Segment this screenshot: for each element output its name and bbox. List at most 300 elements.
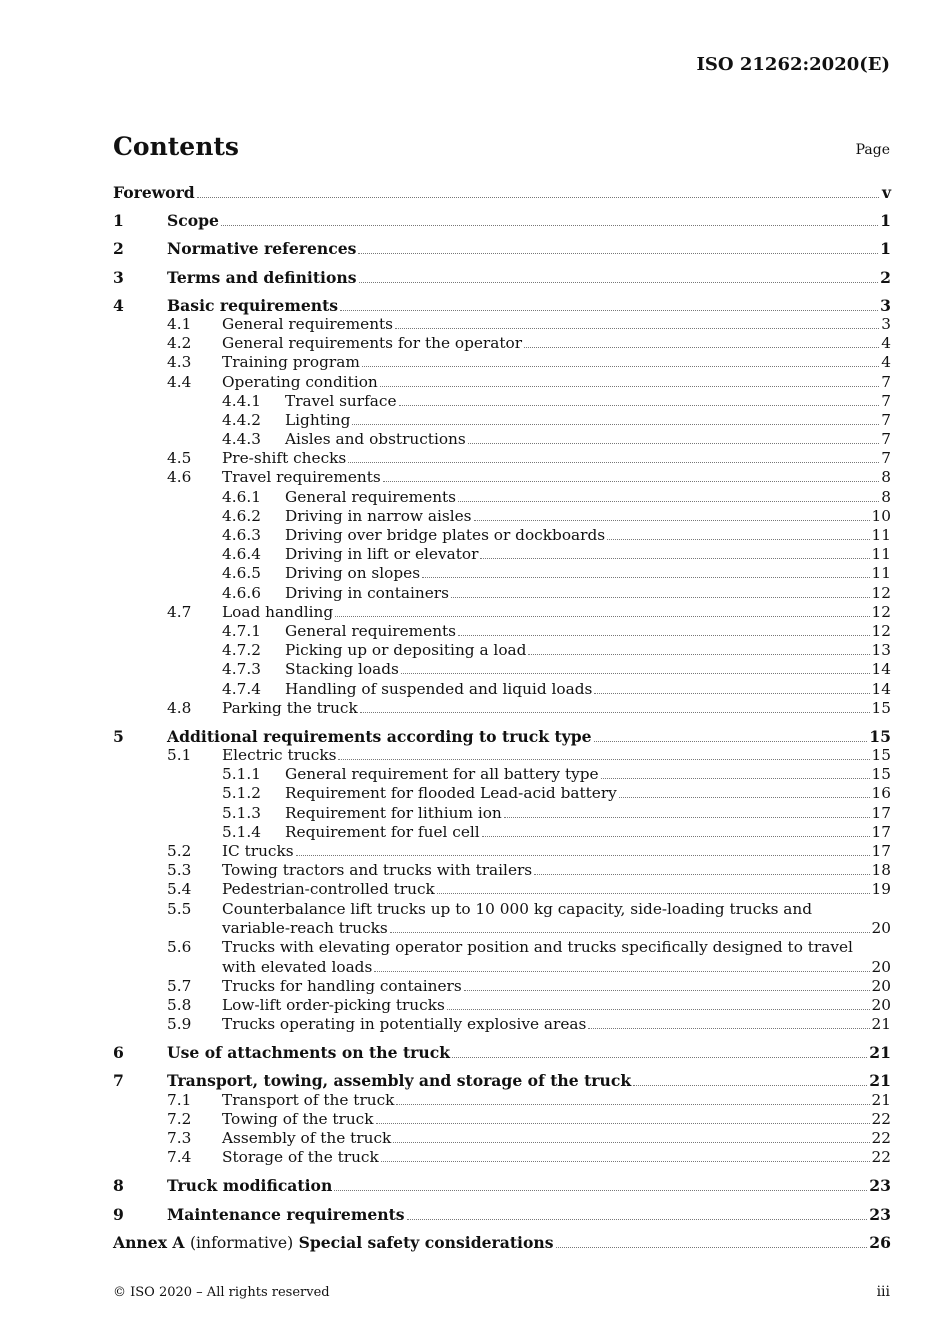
page-column-label: Page	[855, 142, 890, 158]
page-title: Contents	[113, 132, 240, 161]
toc-entry[interactable]	[113, 564, 891, 583]
dot-leader	[468, 443, 879, 444]
toc-entry-title	[222, 315, 393, 334]
toc-entry-title-text: Training program	[222, 353, 360, 372]
toc-entry-number: 4.6.6	[222, 583, 261, 602]
toc-entry-title-text: Additional requirements according to truck type	[167, 726, 592, 746]
toc-entry-title-text: Requirement for lithium ion	[285, 803, 502, 822]
toc-entry[interactable]	[113, 507, 891, 526]
toc-entry[interactable]	[113, 468, 891, 487]
toc-entry-title	[285, 784, 617, 803]
toc-entry-title	[285, 392, 397, 411]
dot-leader	[376, 1123, 870, 1124]
dot-leader	[380, 386, 879, 387]
toc-entry-title	[222, 1129, 391, 1148]
toc-entry-title	[167, 1043, 450, 1062]
toc-entry-title-text: Aisles and obstructions	[285, 430, 466, 449]
toc-entry[interactable]	[113, 900, 891, 919]
toc-entry-number: 4.7	[167, 602, 192, 621]
toc-entry-page: 7	[881, 449, 891, 468]
toc-entry-page: 22	[871, 1129, 891, 1148]
toc-entry-title	[222, 1148, 379, 1167]
toc-entry-title-text: Handling of suspended and liquid loads	[285, 679, 593, 698]
copyright-notice: © ISO 2020 – All rights reserved	[113, 1285, 330, 1300]
toc-entry[interactable]	[113, 1043, 891, 1062]
toc-entry[interactable]	[113, 392, 891, 411]
toc-entry-number: 4.6	[167, 468, 192, 487]
toc-entry-number: 4.5	[167, 449, 192, 468]
toc-entry-number: 4.4.3	[222, 430, 261, 449]
toc-entry-number: 1	[113, 211, 124, 231]
toc-entry-title	[167, 1071, 631, 1090]
dot-leader	[458, 501, 879, 502]
toc-entry-title-text: Towing of the truck	[222, 1109, 374, 1128]
toc-entry-number: 5.9	[167, 1015, 192, 1034]
toc-entry-page: 26	[869, 1232, 891, 1252]
toc-entry[interactable]	[113, 373, 891, 392]
toc-entry-title-text: Trucks for handling containers	[222, 976, 462, 995]
toc-entry-number: 4.3	[167, 353, 192, 372]
toc-entry-title	[222, 468, 381, 487]
toc-entry-number: 4.7.3	[222, 660, 261, 679]
toc-entry-title	[222, 449, 346, 468]
toc-entry-number: 4.6.5	[222, 564, 261, 583]
toc-entry-page: 8	[881, 487, 891, 506]
toc-entry-title-text: Towing tractors and trucks with trailers	[222, 861, 533, 880]
toc-entry-number: 4.6.3	[222, 526, 261, 544]
dot-leader	[480, 558, 869, 559]
toc-entry-number: 7	[113, 1071, 124, 1091]
toc-entry[interactable]	[113, 880, 891, 899]
toc-entry-page: 15	[869, 726, 891, 746]
toc-entry-title	[285, 641, 526, 660]
dot-leader	[221, 225, 878, 226]
toc-entry-title-text: Pedestrian-controlled truck	[222, 880, 435, 899]
toc-entry-page: 4	[881, 353, 891, 372]
toc-entry-title	[222, 1015, 586, 1034]
toc-entry-page: 2	[880, 267, 891, 287]
toc-entry[interactable]	[113, 334, 891, 353]
toc-entry-page: 22	[871, 1109, 891, 1128]
dot-leader	[594, 741, 868, 742]
toc-entry-title: Trucks with elevating operator position and trucks specifically designed to travel	[222, 938, 853, 957]
dot-leader	[474, 520, 870, 521]
toc-entry-page: 10	[871, 506, 891, 525]
toc-entry-title-text: Parking the truck	[222, 698, 358, 717]
toc-entry[interactable]	[113, 411, 891, 430]
dot-leader	[334, 1190, 867, 1191]
toc-entry-title-text: Normative references	[167, 239, 357, 259]
toc-entry-title	[285, 507, 472, 526]
toc-entry-title	[222, 373, 378, 392]
dot-leader	[374, 971, 869, 972]
toc-entry-page: v	[881, 183, 891, 202]
toc-entry-page: 19	[871, 880, 891, 899]
toc-entry-page: 16	[871, 784, 891, 803]
toc-entry[interactable]	[113, 211, 891, 230]
dot-leader	[407, 1219, 868, 1220]
toc-entry[interactable]	[113, 315, 891, 334]
toc-entry-title	[167, 296, 338, 315]
dot-leader	[338, 759, 869, 760]
toc-entry-continuation[interactable]	[113, 919, 891, 938]
toc-entry-page: 15	[871, 746, 891, 765]
toc-entry-number: 7.1	[167, 1090, 192, 1109]
dot-leader	[464, 990, 870, 991]
toc-entry-page: 3	[880, 295, 891, 315]
toc-entry[interactable]	[113, 765, 891, 784]
toc-entry-number: 8	[113, 1176, 124, 1196]
toc-entry[interactable]	[113, 660, 891, 679]
dot-leader	[335, 616, 869, 617]
toc-entry-page: 18	[871, 861, 891, 880]
table-of-contents	[113, 183, 891, 1252]
toc-entry-title	[222, 996, 445, 1015]
toc-entry[interactable]	[113, 449, 891, 468]
toc-entry-title	[222, 746, 336, 765]
toc-entry-title	[285, 584, 449, 603]
dot-leader	[362, 366, 879, 367]
toc-entry-continuation[interactable]	[113, 958, 891, 977]
toc-entry-title-text: General requirements	[285, 487, 457, 506]
toc-entry-title	[222, 977, 462, 996]
toc-entry-title-text: Requirement for fuel cell	[285, 822, 480, 841]
toc-entry-title	[222, 699, 358, 718]
dot-leader	[451, 597, 870, 598]
dot-leader	[197, 197, 879, 198]
toc-entry-number: 5.3	[167, 861, 192, 880]
toc-entry-page: 21	[869, 1071, 891, 1091]
toc-entry-title	[285, 765, 599, 784]
toc-entry-page: 1	[880, 239, 891, 259]
toc-entry[interactable]	[113, 183, 891, 202]
toc-entry-number: 5.7	[167, 976, 192, 995]
dot-leader	[482, 836, 870, 837]
toc-entry-number: 5.1.1	[222, 765, 261, 784]
toc-entry-number: 5.1	[167, 746, 192, 765]
toc-entry-number: 6	[113, 1043, 124, 1063]
toc-entry-page: 15	[871, 765, 891, 784]
dot-leader	[359, 282, 879, 283]
toc-entry-title	[222, 861, 532, 880]
toc-entry-title-text: IC trucks	[222, 842, 294, 860]
toc-entry-number: 4.6.2	[222, 506, 261, 525]
toc-entry[interactable]	[113, 641, 891, 660]
toc-entry-page: 7	[881, 372, 891, 391]
toc-entry-title-text: Transport of the truck	[222, 1090, 395, 1109]
toc-entry-number: 7.2	[167, 1109, 192, 1128]
toc-entry[interactable]	[113, 1176, 891, 1195]
toc-entry-title-text: Maintenance requirements	[167, 1204, 405, 1224]
toc-entry-title	[285, 526, 605, 545]
toc-entry-number: 4.1	[167, 314, 192, 333]
toc-entry-title-continued: variable-reach trucks	[222, 918, 388, 937]
toc-entry-number: 4.2	[167, 334, 192, 353]
toc-entry-title-text: General requirements	[285, 621, 457, 640]
toc-entry-number: 4.7.2	[222, 641, 261, 660]
dot-leader	[383, 481, 879, 482]
toc-entry-title-text: Travel requirements	[222, 468, 381, 487]
dot-leader	[594, 693, 869, 694]
toc-entry-title-text: Operating condition	[222, 372, 378, 391]
toc-entry-title-text: Terms and definitions	[167, 267, 357, 287]
toc-entry[interactable]	[113, 996, 891, 1015]
toc-entry-title-text: Stacking loads	[285, 660, 399, 679]
toc-entry-page: 15	[871, 698, 891, 717]
toc-entry-title	[113, 183, 195, 202]
toc-entry-title	[285, 488, 456, 507]
toc-entry-page: 17	[871, 803, 891, 822]
toc-entry-title-text: Driving in lift or elevator	[285, 545, 479, 564]
toc-entry-page: 12	[871, 602, 891, 621]
toc-entry-number: 5.1.4	[222, 822, 261, 841]
toc-entry-number: 5.2	[167, 842, 192, 860]
dot-leader	[619, 797, 870, 798]
dot-leader	[340, 310, 878, 311]
toc-entry-page: 17	[871, 822, 891, 841]
toc-entry[interactable]	[113, 1129, 891, 1148]
toc-entry-title-text: Trucks operating in potentially explosive areas	[222, 1015, 587, 1034]
toc-entry[interactable]	[113, 842, 891, 861]
toc-entry[interactable]	[113, 977, 891, 996]
toc-entry-title-text: Driving on slopes	[285, 564, 421, 583]
toc-entry-page: 1	[880, 211, 891, 231]
toc-entry[interactable]	[113, 622, 891, 641]
toc-entry-title-text: Foreword	[113, 183, 195, 202]
toc-entry-page: 17	[871, 842, 891, 860]
toc-entry[interactable]	[113, 861, 891, 880]
toc-entry[interactable]	[113, 526, 891, 545]
toc-entry-page: 22	[871, 1148, 891, 1167]
toc-entry-number: 4.7.4	[222, 679, 261, 698]
toc-entry-title	[285, 564, 420, 583]
toc-entry-title-text: Picking up or depositing a load	[285, 641, 527, 660]
toc-entry-page: 20	[871, 995, 891, 1014]
toc-entry[interactable]	[113, 1205, 891, 1224]
toc-entry[interactable]	[113, 353, 891, 372]
toc-entry-title	[222, 353, 360, 372]
toc-entry-number: 7.4	[167, 1148, 192, 1167]
dot-leader	[601, 778, 870, 779]
dot-leader	[504, 817, 870, 818]
toc-entry[interactable]	[113, 804, 891, 823]
dot-leader	[452, 1057, 867, 1058]
toc-entry-title-text: Load handling	[222, 602, 334, 621]
toc-entry-title	[167, 727, 592, 746]
toc-entry-title-text: General requirements	[222, 314, 394, 333]
toc-entry-title	[222, 880, 435, 899]
toc-entry-page: 23	[869, 1204, 891, 1224]
toc-entry[interactable]	[113, 545, 891, 564]
toc-entry-title	[222, 842, 294, 861]
toc-entry-number: 5.6	[167, 938, 192, 957]
toc-entry-title-text: Use of attachments on the truck	[167, 1043, 450, 1063]
toc-entry-number: 4	[113, 295, 124, 315]
toc-entry-title	[167, 239, 356, 258]
toc-entry-title	[167, 211, 219, 230]
toc-entry-number: 4.6.4	[222, 545, 261, 564]
toc-entry-title	[285, 804, 502, 823]
toc-entry-title	[113, 1233, 554, 1253]
toc-entry-page: 21	[869, 1043, 891, 1063]
toc-entry[interactable]	[113, 1015, 891, 1034]
toc-entry[interactable]	[113, 430, 891, 449]
toc-entry-number: 3	[113, 267, 124, 287]
dot-leader	[358, 253, 878, 254]
toc-entry-number: 4.4.1	[222, 391, 261, 410]
toc-entry-title-text: General requirement for all battery type	[285, 765, 599, 784]
toc-entry-title	[222, 334, 522, 353]
toc-entry-number: 4.7.1	[222, 621, 261, 640]
toc-entry-title-text: Basic requirements	[167, 295, 339, 315]
toc-entry-title	[285, 660, 399, 679]
dot-leader	[296, 855, 870, 856]
toc-entry-title	[285, 545, 478, 564]
toc-entry-page: 20	[871, 976, 891, 995]
toc-entry-page: 14	[871, 679, 891, 698]
toc-entry-page: 11	[871, 564, 891, 583]
dot-leader	[381, 1161, 870, 1162]
dot-leader	[390, 932, 870, 933]
toc-entry-title-text: Driving in containers	[285, 583, 449, 602]
toc-entry-number: 4.8	[167, 698, 192, 717]
toc-entry[interactable]	[113, 1091, 891, 1110]
toc-entry-title	[167, 268, 357, 287]
toc-entry-title-text: Electric trucks	[222, 746, 337, 765]
toc-entry-number: 2	[113, 239, 124, 259]
toc-entry-number: 5.5	[167, 899, 192, 918]
toc-entry-page: 21	[871, 1015, 891, 1034]
dot-leader	[437, 893, 870, 894]
dot-leader	[395, 328, 879, 329]
toc-entry[interactable]	[113, 239, 891, 258]
toc-entry-title-text: Pre-shift checks	[222, 449, 347, 468]
toc-entry[interactable]	[113, 603, 891, 622]
toc-entry-number: 7.3	[167, 1129, 192, 1148]
toc-entry-title	[222, 603, 333, 622]
dot-leader	[633, 1085, 867, 1086]
toc-entry-title-text: Truck modification	[167, 1176, 333, 1196]
toc-entry-number: 4.4	[167, 372, 192, 391]
toc-entry[interactable]	[113, 699, 891, 718]
dot-leader	[399, 405, 880, 406]
page-number: iii	[876, 1284, 890, 1300]
toc-entry-page: 14	[871, 660, 891, 679]
toc-entry[interactable]	[113, 584, 891, 603]
toc-entry-title-text: General requirements for the operator	[222, 334, 523, 353]
toc-entry[interactable]	[113, 680, 891, 699]
toc-entry-title	[285, 622, 456, 641]
toc-entry-title	[167, 1176, 332, 1195]
annex-type: (informative)	[189, 1233, 294, 1252]
dot-leader	[360, 712, 870, 713]
toc-entry-number: 5.8	[167, 995, 192, 1014]
toc-entry-title-text: Transport, towing, assembly and storage of the truck	[167, 1071, 632, 1091]
dot-leader	[556, 1247, 868, 1248]
toc-entry-number: 5.4	[167, 880, 192, 899]
toc-entry-page: 8	[881, 468, 891, 487]
toc-entry-title-text: Travel surface	[285, 391, 397, 410]
toc-entry-title	[167, 1205, 405, 1224]
toc-entry-page: 12	[871, 621, 891, 640]
toc-entry-title-text: Lighting	[285, 410, 351, 429]
toc-entry-number: 5	[113, 726, 124, 746]
toc-entry-page: 11	[871, 526, 891, 544]
toc-entry[interactable]	[113, 746, 891, 765]
toc-entry-number: 5.1.2	[222, 784, 261, 803]
dot-leader	[422, 577, 869, 578]
toc-entry-page: 7	[881, 391, 891, 410]
toc-entry[interactable]	[113, 1071, 891, 1090]
dot-leader	[447, 1009, 870, 1010]
toc-entry-page: 20	[871, 957, 891, 976]
toc-entry-title	[285, 823, 480, 842]
dot-leader	[352, 424, 879, 425]
toc-entry[interactable]	[113, 488, 891, 507]
dot-leader	[396, 1104, 869, 1105]
toc-entry-title-text: Driving over bridge plates or dockboards	[285, 526, 606, 544]
toc-entry[interactable]	[113, 727, 891, 746]
toc-entry-title-text: Storage of the truck	[222, 1148, 379, 1167]
toc-entry-title	[285, 680, 592, 699]
toc-entry-title	[222, 1110, 374, 1129]
dot-leader	[458, 635, 869, 636]
toc-entry-number: 4.6.1	[222, 487, 261, 506]
toc-entry-title	[222, 1091, 394, 1110]
toc-entry-page: 12	[871, 583, 891, 602]
toc-entry-page: 7	[881, 430, 891, 449]
toc-entry-title-text: Low-lift order-picking trucks	[222, 995, 445, 1014]
toc-entry-number: 4.4.2	[222, 410, 261, 429]
toc-entry-title-continued: with elevated loads	[222, 957, 373, 976]
dot-leader	[534, 874, 869, 875]
toc-entry[interactable]	[113, 1110, 891, 1129]
toc-entry-page: 13	[871, 641, 891, 660]
toc-entry-title	[285, 430, 466, 449]
toc-entry-page: 20	[871, 918, 891, 937]
toc-entry-page: 11	[871, 545, 891, 564]
dot-leader	[401, 673, 870, 674]
toc-entry[interactable]	[113, 268, 891, 287]
toc-entry[interactable]	[113, 784, 891, 803]
toc-entry-page: 4	[881, 334, 891, 353]
toc-entry-page: 3	[881, 314, 891, 333]
toc-entry-title	[285, 411, 350, 430]
toc-entry-page: 21	[871, 1090, 891, 1109]
toc-entry[interactable]	[113, 938, 891, 957]
dot-leader	[528, 654, 869, 655]
dot-leader	[393, 1142, 869, 1143]
toc-entry-title-text: Requirement for flooded Lead-acid battery	[285, 784, 617, 803]
toc-entry-title-text: Assembly of the truck	[222, 1129, 392, 1148]
toc-entry-number: 9	[113, 1204, 124, 1224]
toc-entry-title-text: Driving in narrow aisles	[285, 506, 472, 525]
toc-entry-page: 7	[881, 410, 891, 429]
toc-entry-number: 5.1.3	[222, 803, 261, 822]
toc-entry[interactable]	[113, 1233, 891, 1252]
dot-leader	[524, 347, 879, 348]
toc-entry[interactable]	[113, 1148, 891, 1167]
dot-leader	[348, 462, 879, 463]
dot-leader	[607, 539, 869, 540]
document-code: ISO 21262:2020(E)	[696, 54, 890, 75]
toc-entry-title-text: Annex A	[113, 1232, 185, 1252]
toc-entry-title: Counterbalance lift trucks up to 10 000 kg capacity, side-loading trucks and	[222, 899, 813, 918]
toc-entry-title-text: Scope	[167, 211, 219, 231]
toc-entry[interactable]	[113, 823, 891, 842]
dot-leader	[588, 1028, 869, 1029]
toc-entry[interactable]	[113, 296, 891, 315]
